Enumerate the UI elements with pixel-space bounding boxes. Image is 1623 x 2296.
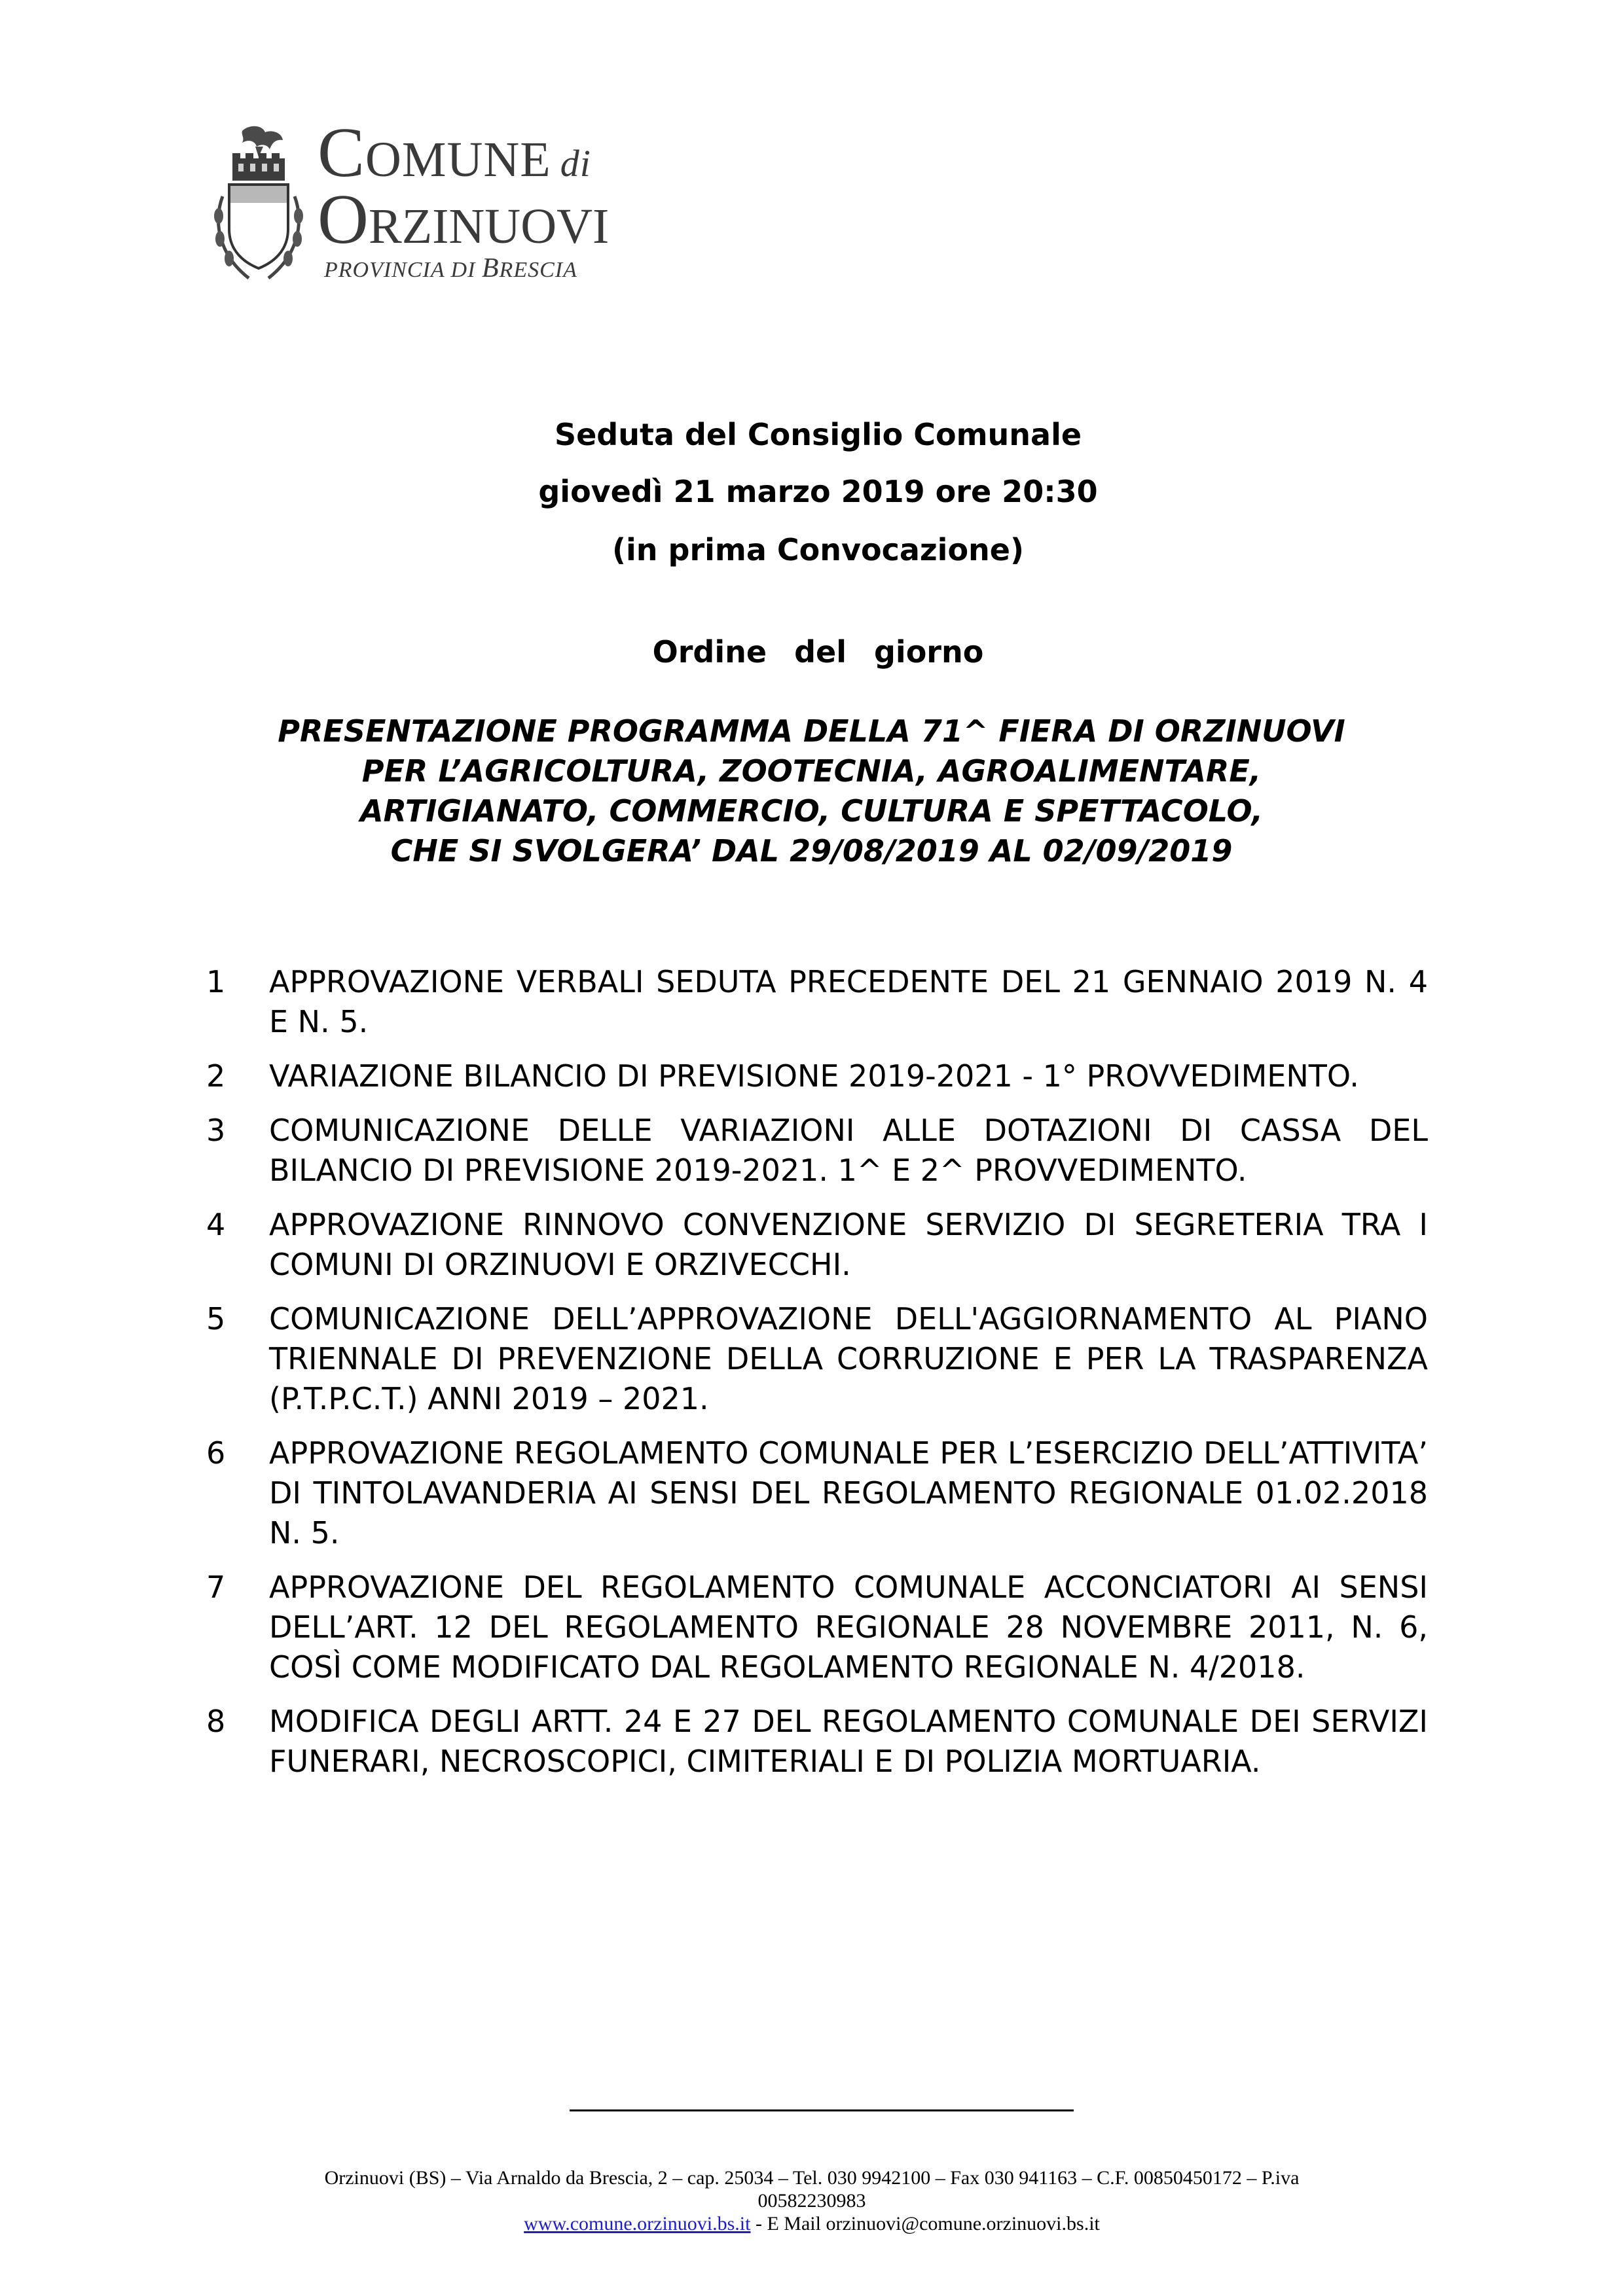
email-address: orzinuovi@comune.orzinuovi.bs.it: [826, 2213, 1100, 2234]
agenda-item-text: APPROVAZIONE VERBALI SEDUTA PRECEDENTE DEL 21 GENNAIO 2019 N. 4 E N. 5.: [269, 964, 1428, 1039]
agenda-item: [206, 962, 1428, 1042]
footer-vat: 00582230983: [757, 2190, 866, 2212]
presentation-line: PRESENTAZIONE PROGRAMMA DELLA 71^ FIERA DI ORZINUOVI: [278, 713, 1345, 749]
agenda-item-text: VARIAZIONE BILANCIO DI PREVISIONE 2019-2021 - 1° PROVVEDIMENTO.: [269, 1058, 1359, 1094]
logo-line-provincia: PROVINCIA DI BRESCIA: [324, 253, 577, 283]
session-date: giovedì 21 marzo 2019 ore 20:30: [538, 474, 1098, 509]
agenda-item: [206, 1111, 1428, 1191]
page-footer: [223, 2166, 1401, 2235]
agenda-item-number: 8: [206, 1704, 226, 1739]
agenda-item: [206, 1056, 1428, 1096]
website-link[interactable]: www.comune.orzinuovi.bs.it: [524, 2213, 751, 2234]
agenda-item-text: COMUNICAZIONE DELL’APPROVAZIONE DELL'AGGIORNAMENTO AL PIANO TRIENNALE DI PREVENZIONE DELLA CORRUZIONE E PER LA TRASPARENZA (P.T.P.C.T.) ANNI 2019 – 2021.: [269, 1301, 1428, 1416]
agenda-item-text: COMUNICAZIONE DELLE VARIAZIONI ALLE DOTAZIONI DI CASSA DEL BILANCIO DI PREVISIONE 2019-2021. 1^ E 2^ PROVVEDIMENTO.: [269, 1113, 1428, 1188]
agenda-item: [206, 1702, 1428, 1782]
agenda-item-text: APPROVAZIONE RINNOVO CONVENZIONE SERVIZIO DI SEGRETERIA TRA I COMUNI DI ORZINUOVI E ORZIVECCHI.: [269, 1207, 1428, 1282]
agenda-item-number: 7: [206, 1570, 226, 1605]
session-title: Seduta del Consiglio Comunale: [554, 417, 1082, 452]
agenda-item-number: 6: [206, 1435, 226, 1471]
footer-divider: [570, 2109, 1074, 2111]
agenda-title: Ordine del giorno: [652, 634, 984, 670]
presentation-line: CHE SI SVOLGERA’ DAL 29/08/2019 AL 02/09/2019: [390, 833, 1233, 869]
footer-address: Orzinuovi (BS) – Via Arnaldo da Brescia, 2 – cap. 25034 – Tel. 030 9942100 – Fax 030 941163 – C.F. 00850450172 – P.iva: [324, 2167, 1300, 2189]
agenda-item: [206, 1568, 1428, 1687]
agenda-item-number: 4: [206, 1207, 226, 1242]
agenda-item-number: 5: [206, 1301, 226, 1336]
agenda-item-number: 1: [206, 964, 226, 999]
agenda-item-text: APPROVAZIONE DEL REGOLAMENTO COMUNALE ACCONCIATORI AI SENSI DELL’ART. 12 DEL REGOLAMENTO REGIONALE 28 NOVEMBRE 2011, N. 6, COSÌ COME MODIFICATO DAL REGOLAMENTO REGIONALE N. 4/2018.: [269, 1570, 1428, 1685]
presentation-line: PER L’AGRICOLTURA, ZOOTECNIA, AGROALIMENTARE,: [361, 753, 1262, 789]
agenda-item-text: MODIFICA DEGLI ARTT. 24 E 27 DEL REGOLAMENTO COMUNALE DEI SERVIZI FUNERARI, NECROSCOPICI, CIMITERIALI E DI POLIZIA MORTUARIA.: [269, 1704, 1428, 1779]
email-label: - E Mail: [750, 2213, 826, 2234]
agenda-item-number: 3: [206, 1113, 226, 1148]
coat-of-arms-icon: [210, 124, 308, 288]
session-convocation: (in prima Convocazione): [611, 532, 1025, 567]
agenda-item: [206, 1299, 1428, 1419]
logo-line-orzinuovi: ORZINUOVI: [318, 181, 610, 259]
agenda-item-text: APPROVAZIONE REGOLAMENTO COMUNALE PER L’ESERCIZIO DELL’ATTIVITA’ DI TINTOLAVANDERIA AI SENSI DEL REGOLAMENTO REGIONALE 01.02.2018 N. 5.: [269, 1435, 1428, 1551]
agenda-item: [206, 1205, 1428, 1285]
logo-line-comune: COMUNE di: [318, 114, 591, 192]
agenda-list: [206, 962, 1428, 1796]
footer-contacts: [223, 2212, 1401, 2235]
municipality-logo: [210, 114, 629, 295]
presentation-block: [0, 711, 1623, 871]
presentation-line: ARTIGIANATO, COMMERCIO, CULTURA E SPETTACOLO,: [359, 793, 1264, 829]
agenda-item-number: 2: [206, 1058, 226, 1094]
agenda-item: [206, 1433, 1428, 1553]
